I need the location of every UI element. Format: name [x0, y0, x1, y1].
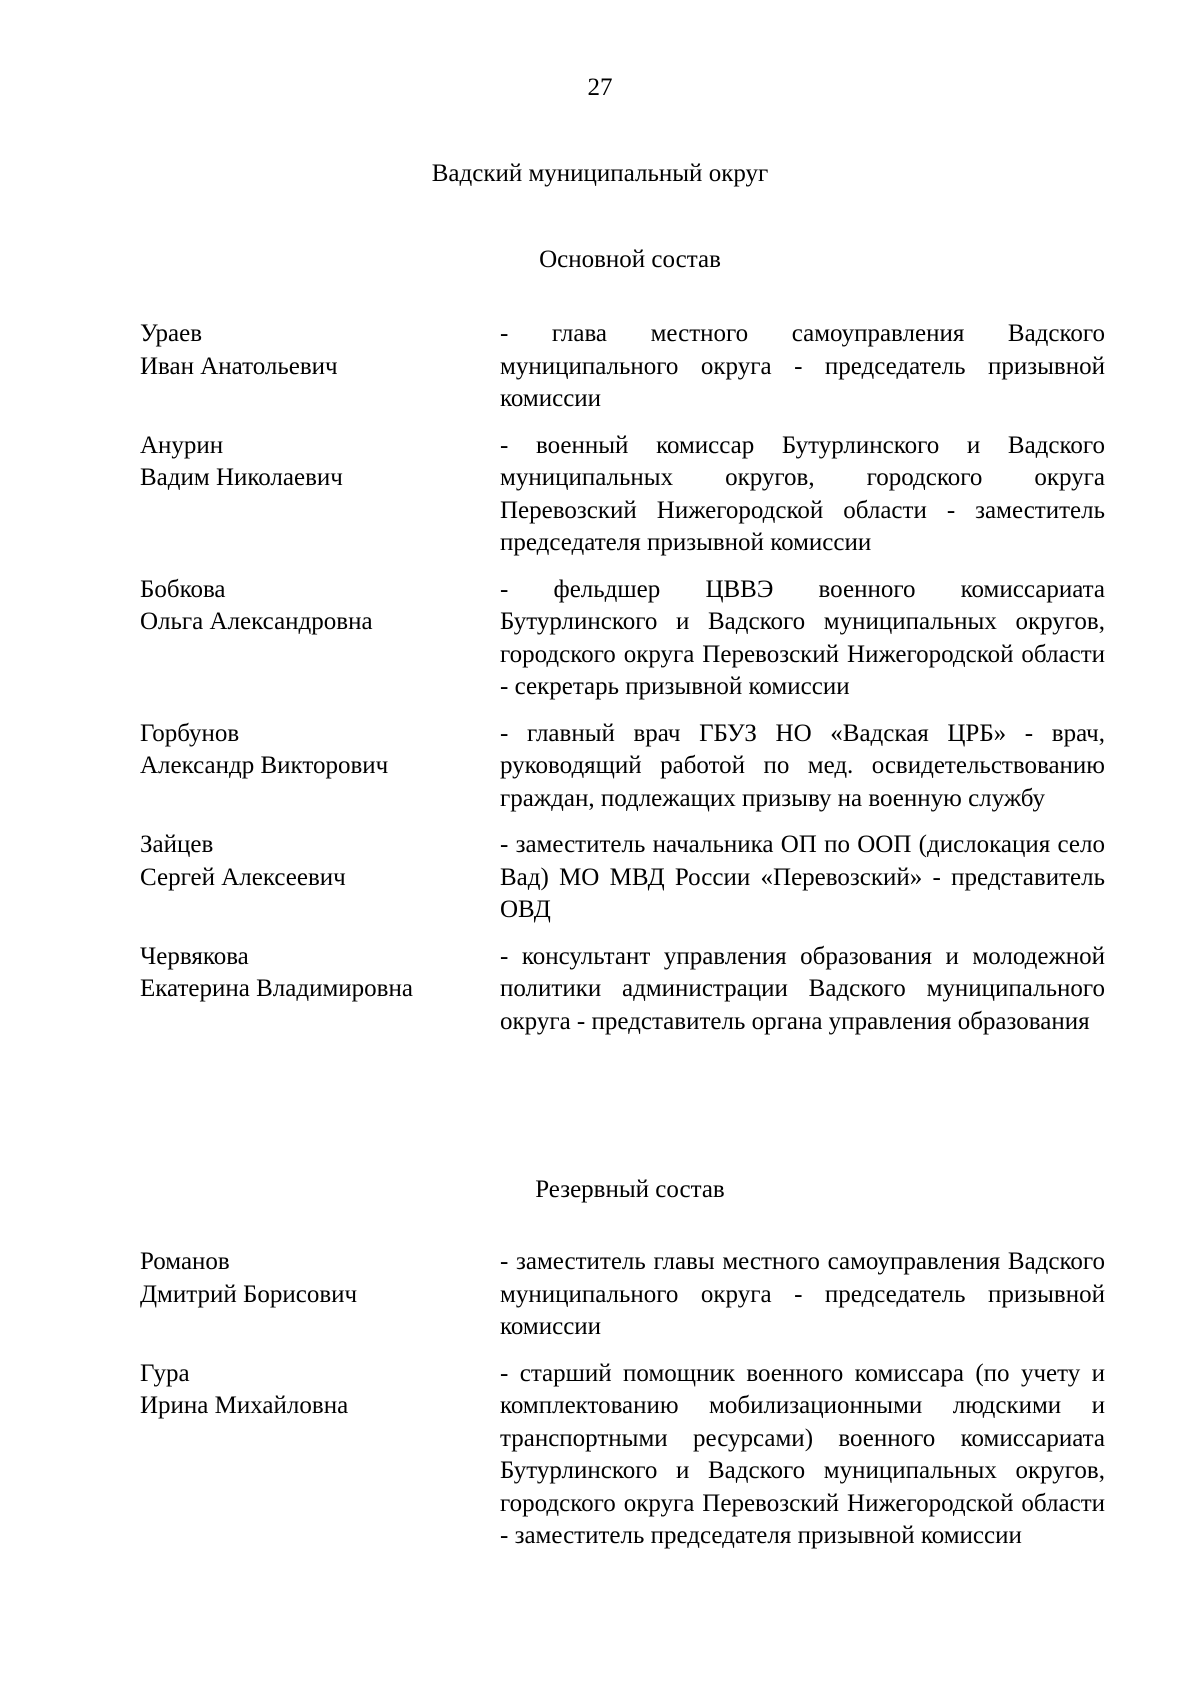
- member-given-names: Екатерина Владимировна: [140, 975, 413, 1002]
- member-role: - заместитель начальника ОП по ООП (дислокация село Вад) МО МВД России «Перевозский» - представитель ОВД: [500, 831, 1105, 923]
- member-surname: Анурин: [140, 431, 224, 459]
- members-list-reserve: [140, 1246, 1105, 1567]
- member-name: [140, 1358, 500, 1553]
- member-name: [140, 829, 500, 927]
- member-entry: [140, 1246, 1105, 1344]
- member-given-names: Иван Анатольевич: [140, 352, 338, 380]
- member-given-names: Александр Викторович: [140, 752, 389, 779]
- member-entry: [140, 718, 1105, 816]
- member-entry: [140, 574, 1105, 704]
- member-surname: Зайцев: [140, 831, 214, 858]
- member-role: - главный врач ГБУЗ НО «Вадская ЦРБ» - врач, руководящий работой по мед. освидетельствованию граждан, подлежащих призыву на военную службу: [500, 719, 1105, 812]
- member-surname: Гура: [140, 1359, 190, 1387]
- member-entry: [140, 829, 1105, 927]
- member-name: [140, 430, 500, 560]
- page-number: 27: [587, 74, 613, 101]
- member-name: [140, 574, 500, 704]
- member-given-names: Сергей Алексеевич: [140, 863, 346, 891]
- member-entry: [140, 318, 1105, 416]
- member-name: [140, 1246, 500, 1344]
- member-given-names: Ольга Александровна: [140, 608, 373, 635]
- member-surname: Романов: [140, 1248, 230, 1275]
- member-role: - заместитель главы местного самоуправления Вадского муниципального округа - председатель призывной комиссии: [500, 1248, 1105, 1340]
- member-role: - глава местного самоуправления Вадского муниципального округа - председатель призывной комиссии: [500, 320, 1105, 412]
- member-name: [140, 718, 500, 816]
- member-role: - фельдшер ЦВВЭ военного комиссариата Бутурлинского и Вадского муниципальных округов, городского округа Перевозский Нижегородской области - секретарь призывной комиссии: [500, 575, 1105, 700]
- member-entry: [140, 941, 1105, 1039]
- members-list-main: [140, 318, 1105, 1052]
- member-role: - консультант управления образования и молодежной политики администрации Вадского муниципального округа - представитель органа управления образования: [500, 942, 1105, 1035]
- member-given-names: Ирина Михайловна: [140, 1392, 349, 1419]
- member-entry: [140, 430, 1105, 560]
- member-name: [140, 318, 500, 416]
- member-role: - военный комиссар Бутурлинского и Вадского муниципальных округов, городского округа Перевозский Нижегородской области - заместитель председателя призывной комиссии: [500, 431, 1105, 556]
- section-title-reserve: Резервный состав: [535, 1176, 725, 1203]
- member-surname: Червякова: [140, 942, 249, 970]
- member-name: [140, 941, 500, 1039]
- member-surname: Бобкова: [140, 575, 226, 603]
- member-given-names: Вадим Николаевич: [140, 464, 343, 491]
- district-title: Вадский муниципальный округ: [431, 160, 769, 187]
- member-role: - старший помощник военного комиссара (по учету и комплектованию мобилизационными людскими и транспортными ресурсами) военного комиссариата Бутурлинского и Вадского муниципальных округов, городского округа Перевозский Нижегородской области - заместитель председателя призывной комиссии: [500, 1359, 1105, 1549]
- member-given-names: Дмитрий Борисович: [140, 1280, 358, 1308]
- member-surname: Горбунов: [140, 719, 240, 747]
- section-title-main: Основной состав: [539, 246, 721, 273]
- member-surname: Ураев: [140, 320, 202, 347]
- member-entry: [140, 1358, 1105, 1553]
